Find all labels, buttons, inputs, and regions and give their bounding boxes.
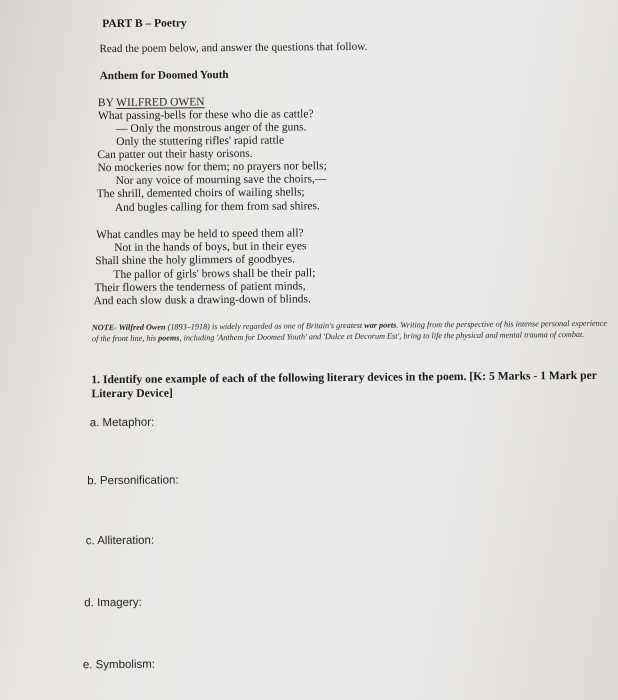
poem-line: Can patter out their hasty orisons. — [97, 147, 253, 162]
byline-prefix: BY — [97, 96, 117, 110]
part-title: PART B – Poetry — [102, 17, 187, 31]
note-war-poets: war poets — [364, 320, 397, 330]
question-1: 1. Identify one example of each of the following literary devices in the poem. [K: 5 Marks - 1 Mark per Literary Device] — [91, 368, 597, 401]
poem-byline — [98, 96, 205, 110]
poem-line: — Only the monstrous anger of the guns. — [116, 121, 307, 135]
item-imagery-label: d. Imagery: — [84, 596, 142, 610]
poem-line: And bugles calling for them from sad shires. — [114, 200, 320, 215]
item-symbolism-label: e. Symbolism: — [82, 658, 156, 672]
instructions-text: Read the poem below, and answer the questions that follow. — [99, 40, 368, 56]
poem-line: The shrill, demented choirs of wailing shells; — [96, 186, 305, 201]
item-alliteration-label: c. Alliteration: — [85, 534, 155, 548]
poem-line: No mockeries now for them; no prayers nor bells; — [97, 160, 327, 175]
note-mid: . Writing from the perspective of his intense personal experience of the front line, his — [91, 318, 608, 344]
poem-line: The pallor of girls' brows shall be their pall; — [113, 267, 316, 282]
poem-line: Their flowers the tenderness of patient minds, — [94, 280, 306, 295]
note-poems: poems — [158, 333, 180, 343]
author-link[interactable]: WILFRED OWEN — [116, 96, 205, 109]
poem-line: What passing-bells for these who die as cattle? — [97, 108, 314, 123]
poem-line: Nor any voice of mourning save the choirs,— — [115, 173, 327, 187]
poem-line: And each slow dusk a drawing-down of blinds. — [93, 293, 311, 308]
poem-title: Anthem for Doomed Youth — [99, 69, 229, 83]
poem-line: Only the stuttering rifles' rapid rattle — [116, 134, 285, 148]
poem-line: Shall shine the holy glimmers of goodbyes. — [95, 253, 295, 268]
poem-line: Not in the hands of boys, but in their eyes — [114, 240, 307, 255]
note-dates: (1893–1918) is widely regarded as one of Britain's greatest — [165, 320, 365, 332]
note-tail: , including 'Anthem for Doomed Youth' and 'Dulce et Decorum Est', bring to life the physical and mental trauma of combat. — [179, 329, 585, 343]
item-personification-label: b. Personification: — [87, 474, 179, 488]
note-lead: NOTE- Wilfred Owen — [91, 322, 166, 333]
item-metaphor-label: a. Metaphor: — [89, 416, 155, 430]
poem-line: What candles may be held to speed them all? — [96, 227, 304, 242]
author-note — [92, 318, 612, 345]
